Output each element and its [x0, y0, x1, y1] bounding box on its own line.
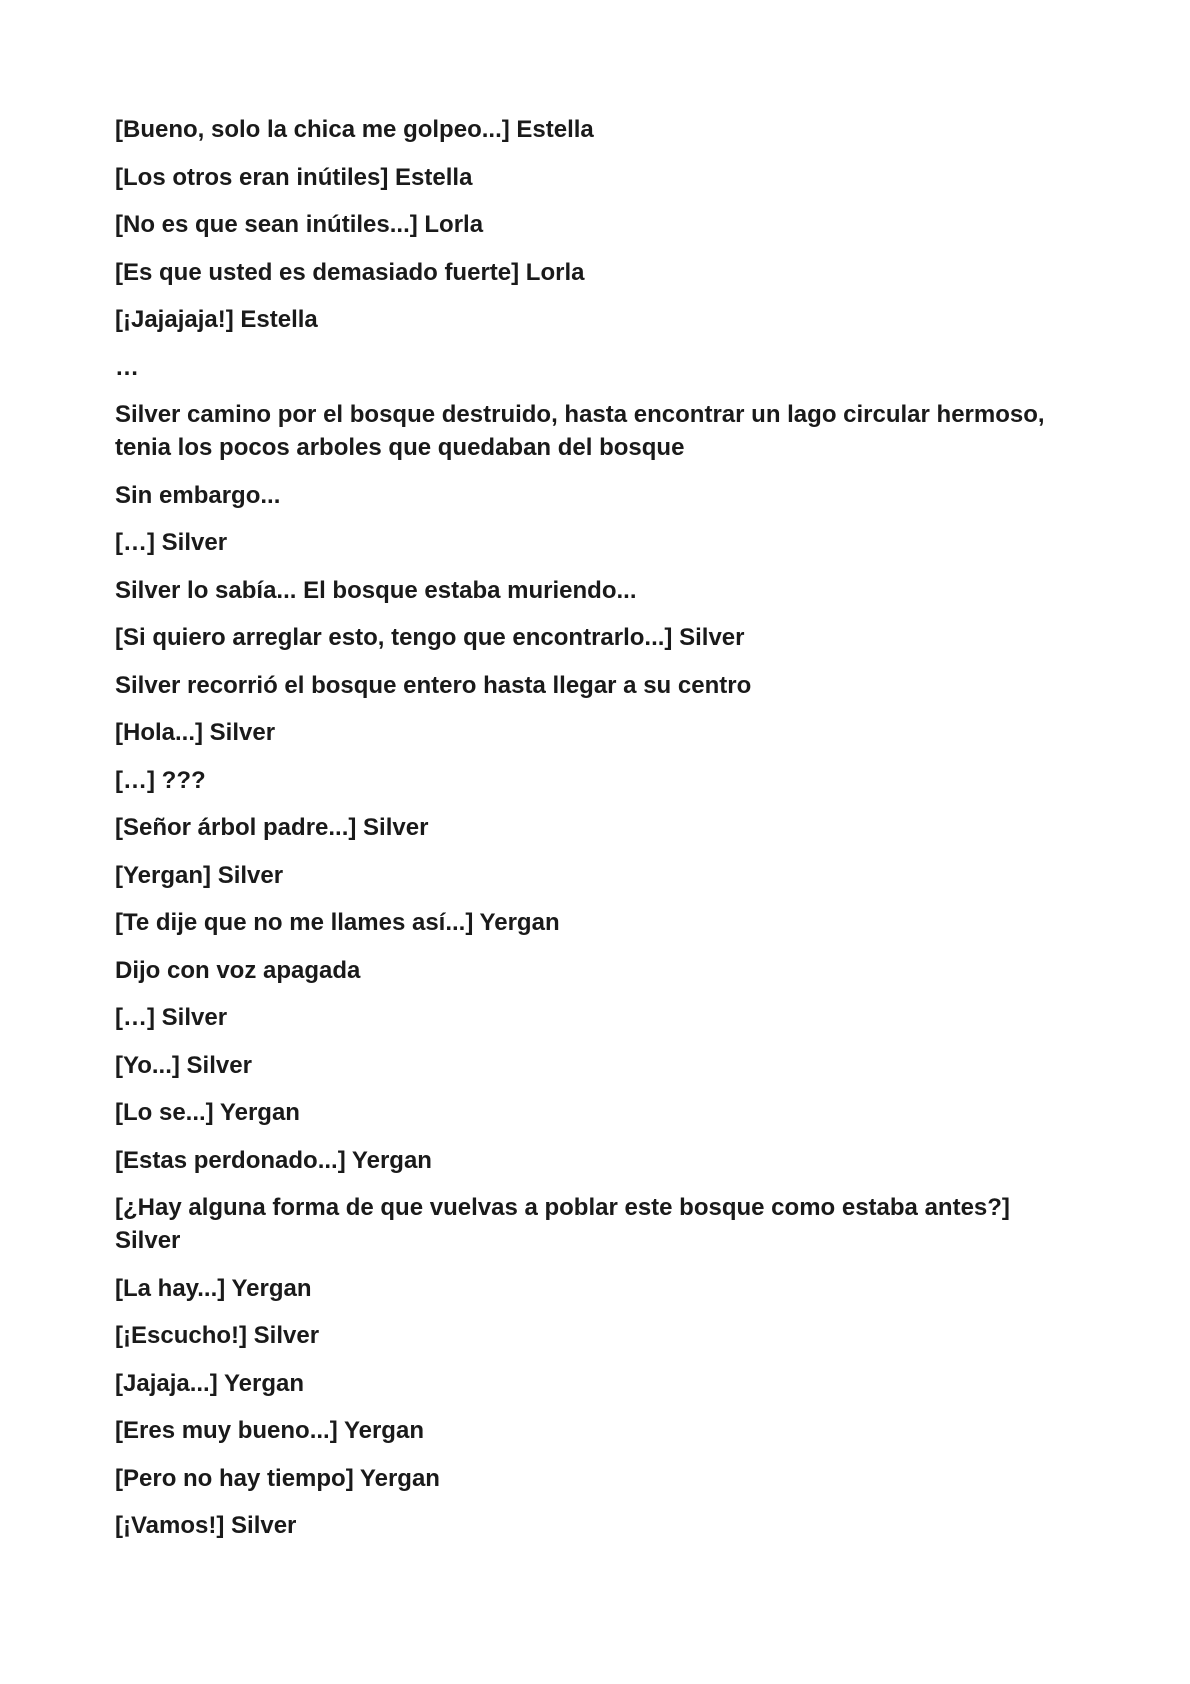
document-body — [115, 113, 1075, 1557]
text-line: […] Silver — [115, 529, 228, 556]
text-line: [¡Vamos!] Silver — [115, 1512, 297, 1539]
text-line: [Te dije que no me llames así...] Yergan — [115, 909, 560, 936]
text-line: Dijo con voz apagada — [115, 956, 361, 984]
text-line: [La hay...] Yergan — [115, 1274, 312, 1302]
text-line: [Señor árbol padre...] Silver — [115, 814, 429, 841]
text-line: [¡Jajajaja!] Estella — [115, 306, 318, 333]
text-line: Silver recorrió el bosque entero hasta llegar a su centro — [115, 671, 752, 699]
text-line: [Pero no hay tiempo] Yergan — [115, 1464, 440, 1492]
text-line: [Hola...] Silver — [115, 719, 276, 746]
text-line: [Bueno, solo la chica me golpeo...] Estella — [115, 116, 594, 143]
text-line: Sin embargo... — [115, 481, 281, 509]
text-line: [¿Hay alguna forma de que vuelvas a poblar este bosque como estaba antes?] Silver — [115, 1194, 1010, 1254]
text-line: [Los otros eran inútiles] Estella — [115, 163, 473, 191]
text-line: [¡Escucho!] Silver — [115, 1322, 320, 1349]
text-line: […] Silver — [115, 1004, 228, 1031]
text-line: [Es que usted es demasiado fuerte] Lorla — [115, 258, 585, 286]
text-line: [Lo se...] Yergan — [115, 1099, 300, 1126]
narration-paragraph: Silver camino por el bosque destruido, hasta encontrar un lago circular hermoso, tenia los pocos arboles que quedaban del bosque — [115, 401, 1045, 461]
text-line: [Si quiero arreglar esto, tengo que encontrarlo...] Silver — [115, 624, 745, 651]
text-line: [Jajaja...] Yergan — [115, 1369, 304, 1397]
text-line: [Eres muy bueno...] Yergan — [115, 1417, 424, 1444]
text-line: … — [115, 353, 139, 381]
text-line: Silver lo sabía... El bosque estaba muriendo... — [115, 576, 637, 604]
text-line: […] ??? — [115, 766, 206, 794]
text-line: [Yergan] Silver — [115, 861, 284, 889]
text-line: [Estas perdonado...] Yergan — [115, 1146, 432, 1174]
text-line: [No es que sean inútiles...] Lorla — [115, 211, 484, 238]
text-line: [Yo...] Silver — [115, 1051, 252, 1079]
